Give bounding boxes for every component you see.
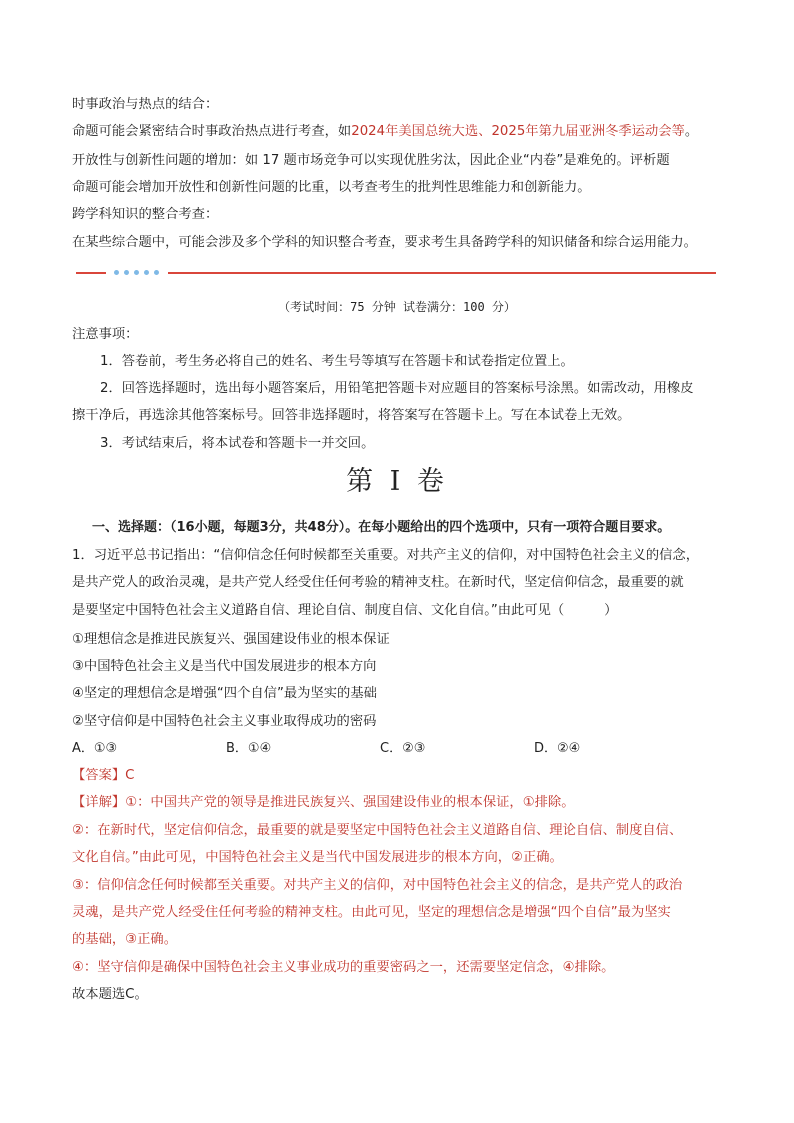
intro-line-5: 跨学科知识的整合考查： — [72, 207, 219, 222]
detail-line-3c: 的基础，③正确。 — [72, 932, 177, 947]
answer-options — [72, 739, 672, 759]
intro-line-2-highlight: 2024年美国总统大选、2025年第九届亚洲冬季运动会等 — [351, 124, 685, 139]
detail-line-3a: ③：信仰信念任何时候都至关重要。对共产主义的信仰，对中国特色社会主义的信念，是共产党人的政治 — [72, 878, 683, 893]
option-b: B．①④ — [226, 741, 272, 756]
intro-line-4: 命题可能会增加开放性和创新性问题的比重，以考查考生的批判性思维能力和创新能力。 — [72, 180, 591, 195]
answer-label: 【答案】C — [72, 768, 135, 783]
detail-line-1 — [72, 793, 732, 813]
divider-line-right — [168, 272, 716, 274]
divider-dot — [154, 270, 159, 275]
intro-line-2 — [72, 122, 732, 142]
divider-dot — [124, 270, 129, 275]
section-heading-pre: 一、选择题： — [92, 520, 171, 535]
divider-dot — [114, 270, 119, 275]
question-stem-2: 是共产党人的政治灵魂，是共产党人经受住任何考验的精神支柱。在新时代，坚定信仰信念，最重要的就 — [72, 575, 684, 590]
question-stem-1: 1．习近平总书记指出：“信仰信念任何时候都至关重要。对共产主义的信仰，对中国特色社会主义的信念， — [72, 548, 700, 563]
option-d: D．②④ — [534, 741, 581, 756]
section-heading-post: 。在每小题给出的四个选项中，只有一项符合题目要求。 — [345, 520, 671, 535]
notice-item-2a: 2．回答选择题时，选出每小题答案后，用铅笔把答题卡对应题目的答案标号涂黑。如需改动，用橡皮 — [100, 381, 694, 396]
detail-line-3b: 灵魂，是共产党人经受住任何考验的精神支柱。由此可见，坚定的理想信念是增强“四个自信”最为坚实 — [72, 905, 671, 920]
notice-item-2b: 擦干净后，再选涂其他答案标号。回答非选择题时，将答案写在答题卡上。写在本试卷上无效。 — [72, 408, 631, 423]
divider-line-left — [76, 272, 106, 274]
final-answer: 故本题选C。 — [72, 987, 148, 1002]
intro-line-1: 时事政治与热点的结合： — [72, 97, 219, 112]
intro-line-6: 在某些综合题中，可能会涉及多个学科的知识整合考查，要求考生具备跨学科的知识储备和综合运用能力。 — [72, 235, 697, 250]
decorative-divider — [72, 268, 716, 278]
divider-dot — [144, 270, 149, 275]
option-a: A．①③ — [72, 741, 118, 756]
detail-line-4: ④：坚守信仰是确保中国特色社会主义事业成功的重要密码之一，还需要坚定信念，④排除。 — [72, 960, 615, 975]
statement-4: ④坚定的理想信念是增强“四个自信”最为坚实的基础 — [72, 686, 377, 701]
question-stem-3: 是要坚定中国特色社会主义道路自信、理论自信、制度自信、文化自信。”由此可见（ ） — [72, 603, 618, 618]
notice-title: 注意事项： — [72, 327, 139, 342]
section-heading-paren: （16小题，每题3分，共48分） — [170, 520, 346, 535]
detail-text-1: ①：中国共产党的领导是推进民族复兴、强国建设伟业的根本保证，①排除。 — [125, 795, 575, 810]
volume-title: 第 I 卷 — [346, 466, 448, 497]
intro-line-2-post: 。 — [684, 124, 699, 139]
notice-item-3: 3．考试结束后，将本试卷和答题卡一并交回。 — [100, 436, 375, 451]
option-c: C．②③ — [380, 741, 426, 756]
intro-line-2-pre: 命题可能会紧密结合时事政治热点进行考查，如 — [72, 124, 352, 139]
exam-info: （考试时间：75 分钟 试卷满分：100 分） — [278, 300, 516, 314]
statement-3: ③中国特色社会主义是当代中国发展进步的根本方向 — [72, 659, 377, 674]
notice-item-1: 1．答卷前，考生务必将自己的姓名、考生号等填写在答题卡和试卷指定位置上。 — [100, 354, 574, 369]
statement-2: ②坚守信仰是中国特色社会主义事业取得成功的密码 — [72, 714, 377, 729]
detail-label: 【详解】 — [72, 795, 126, 810]
detail-line-2a: ②：在新时代，坚定信仰信念，最重要的就是要坚定中国特色社会主义道路自信、理论自信、制度自信、 — [72, 823, 683, 838]
divider-dots — [112, 268, 164, 278]
divider-dot — [134, 270, 139, 275]
detail-line-2b: 文化自信。”由此可见，中国特色社会主义是当代中国发展进步的根本方向，②正确。 — [72, 850, 563, 865]
section-heading — [92, 518, 732, 538]
statement-1: ①理想信念是推进民族复兴、强国建设伟业的根本保证 — [72, 632, 390, 647]
intro-line-3: 开放性与创新性问题的增加：如 17 题市场竞争可以实现优胜劣汰，因此企业“内卷”是难免的。评析题 — [72, 153, 670, 168]
